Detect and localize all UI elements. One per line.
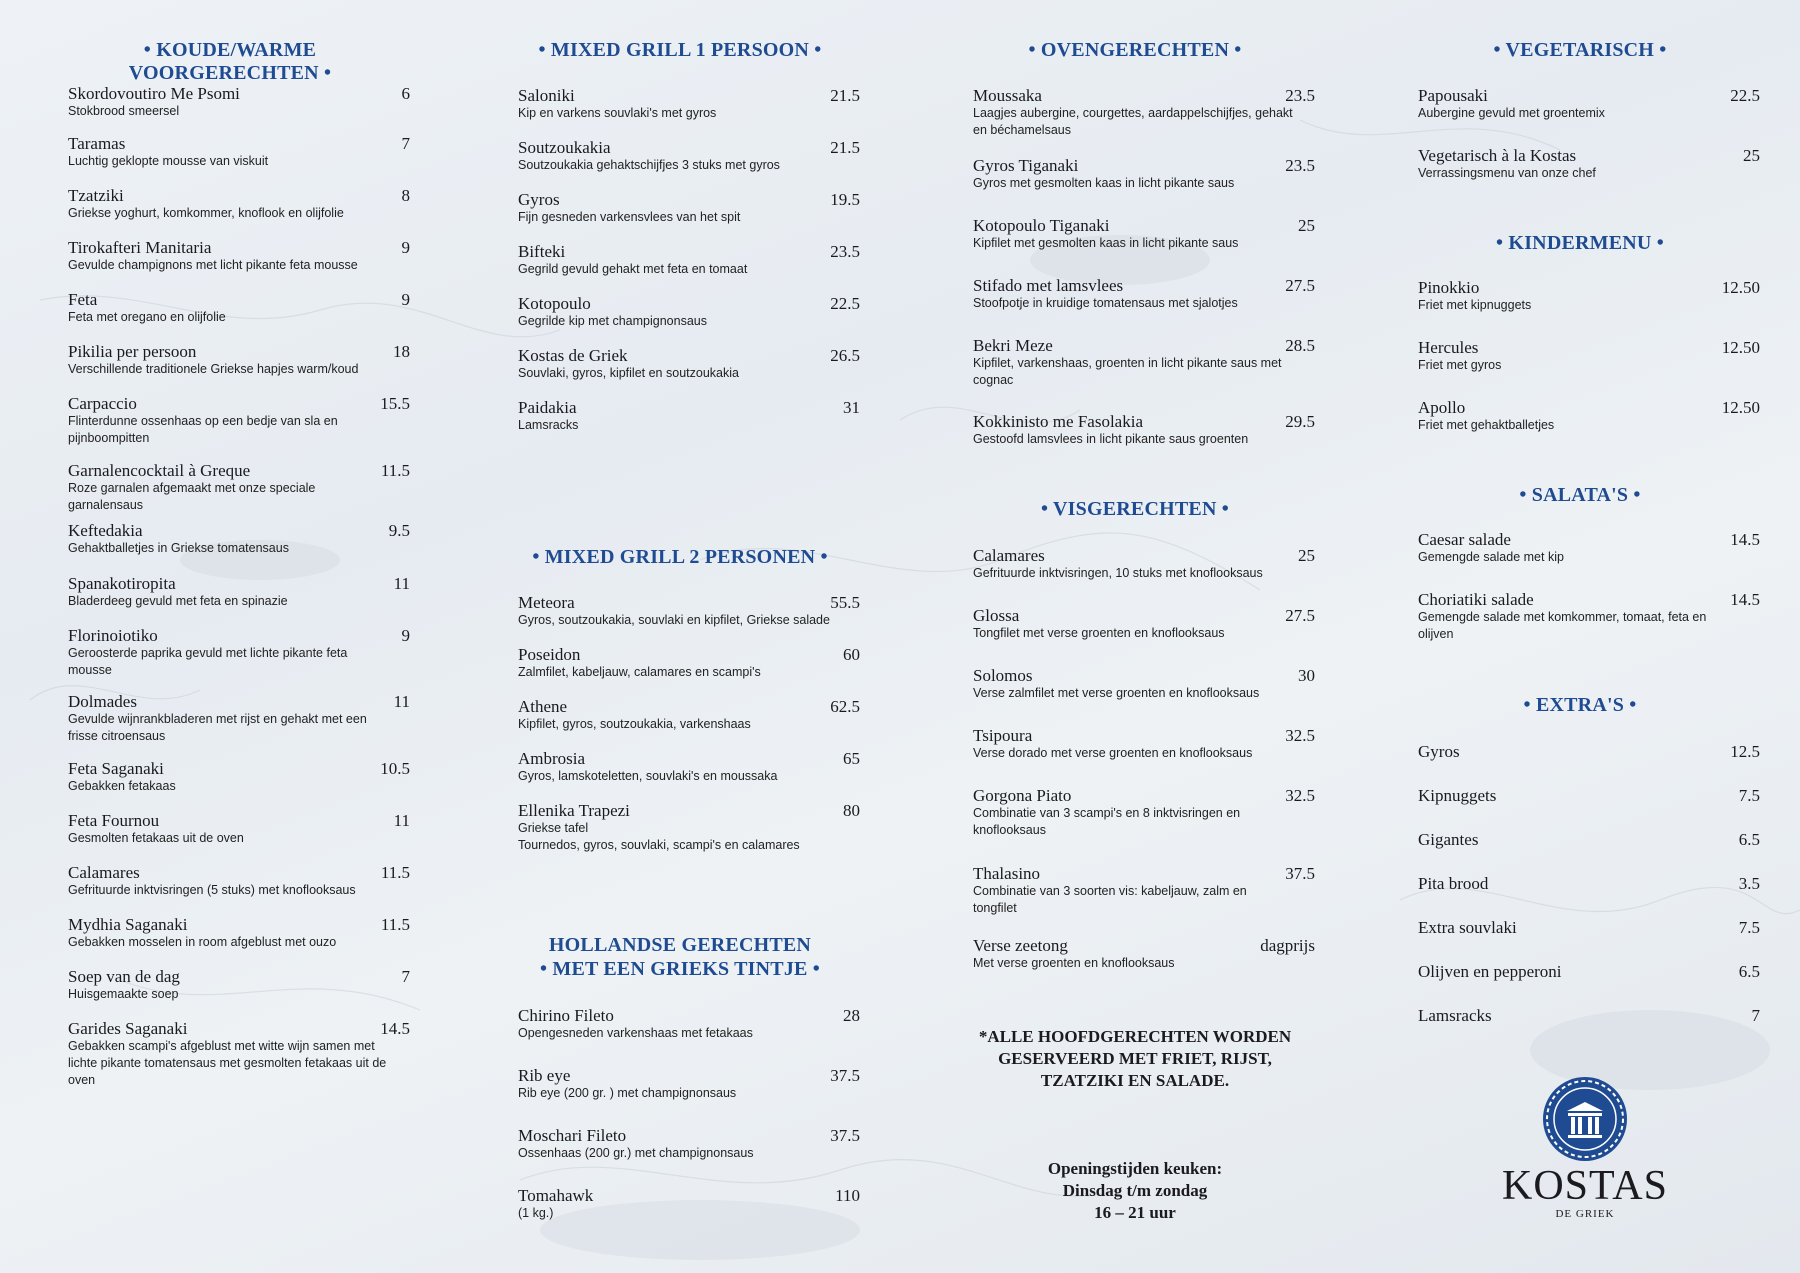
menu-item-name: Apollo [1418, 398, 1466, 417]
menu-item-name: Dolmades [68, 692, 137, 711]
menu-item [973, 864, 1315, 917]
menu-item [518, 645, 860, 681]
menu-item-price: 8 [401, 186, 410, 205]
menu-item-name: Verse zeetong [973, 936, 1068, 955]
menu-item-price: 18 [393, 342, 410, 361]
menu-item-name: Pinokkio [1418, 278, 1480, 297]
menu-item-name: Tzatziki [68, 186, 124, 205]
section-title-hollandse-1: HOLLANDSE GERECHTEN [548, 934, 812, 956]
menu-item [518, 1126, 860, 1162]
menu-item-price: 22.5 [1730, 86, 1760, 105]
menu-item [1418, 918, 1760, 937]
menu-item-description: Gesmolten fetakaas uit de oven [68, 831, 244, 845]
menu-item-description: Gegrilde kip met champignonsaus [518, 314, 707, 328]
menu-item-name: Mydhia Saganaki [68, 915, 188, 934]
menu-item [518, 1006, 860, 1042]
menu-item-name: Calamares [973, 546, 1045, 565]
menu-item-description: Gebakken fetakaas [68, 779, 176, 793]
hours-days: Dinsdag t/m zondag [1062, 1181, 1208, 1200]
menu-item [68, 134, 410, 170]
menu-item-name: Florinoiotiko [68, 626, 158, 645]
section-title-koude: • KOUDE/WARME VOORGERECHTEN • [128, 39, 332, 84]
section-title-extras: • EXTRA'S • [1523, 694, 1637, 716]
menu-item [1418, 590, 1760, 643]
section-title-oven: • OVENGERECHTEN • [1028, 39, 1242, 61]
menu-item-name: Solomos [973, 666, 1033, 685]
menu-item-name: Spanakotiropita [68, 574, 176, 593]
menu-item-description: Gefrituurde inktvisringen (5 stuks) met knoflooksaus [68, 883, 356, 897]
menu-item-name: Lamsracks [1418, 1006, 1492, 1025]
menu-item-price: 32.5 [1285, 786, 1315, 805]
menu-item-name: Bifteki [518, 242, 566, 261]
menu-item [518, 294, 860, 330]
menu-item-description: Verse zalmfilet met verse groenten en knoflooksaus [973, 686, 1260, 700]
menu-item-description: Opengesneden varkenshaas met fetakaas [518, 1026, 753, 1040]
menu-item-description: Kip en varkens souvlaki's met gyros [518, 106, 717, 120]
menu-item [973, 546, 1315, 582]
logo-name: KOSTAS [1501, 1163, 1668, 1209]
menu-item-price: 3.5 [1738, 874, 1760, 893]
menu-item-price: 32.5 [1285, 726, 1315, 745]
section-title-salata: • SALATA'S • [1519, 484, 1641, 506]
menu-item-name: Carpaccio [68, 394, 137, 413]
menu-item-name: Kostas de Griek [518, 346, 628, 365]
menu-item [518, 242, 860, 278]
menu-item-description: Friet met kipnuggets [1418, 298, 1532, 312]
menu-item [68, 461, 410, 514]
menu-item [973, 276, 1315, 312]
menu-item-name: Rib eye [518, 1066, 571, 1085]
menu-item [1418, 338, 1760, 374]
menu-item-name: Pikilia per persoon [68, 342, 197, 361]
menu-item-price: 12.50 [1721, 278, 1760, 297]
menu-item-price: 29.5 [1285, 412, 1315, 431]
menu-item-price: 11 [393, 811, 410, 830]
menu-item-price: 27.5 [1285, 606, 1315, 625]
menu-item [1418, 86, 1760, 122]
menu-item-price: 9 [401, 290, 410, 309]
hours-title: Openingstijden keuken: [1047, 1159, 1223, 1178]
menu-item-name: Paidakia [518, 398, 577, 417]
menu-item-description: Rib eye (200 gr. ) met champignonsaus [518, 1086, 737, 1100]
menu-item-description: Flinterdunne ossenhaas op een bedje van sla en pijnboompitten [68, 414, 338, 445]
menu-item-price: 14.5 [1730, 530, 1760, 549]
menu-item-description: Verrassingsmenu van onze chef [1418, 166, 1596, 180]
menu-item [68, 1019, 410, 1089]
menu-item-description: Gestoofd lamsvlees in licht pikante saus groenten [973, 432, 1249, 446]
menu-item-price: dagprijs [1260, 936, 1315, 955]
menu-item-price: 6 [401, 84, 410, 103]
menu-item-description: Verse dorado met verse groenten en knoflooksaus [973, 746, 1253, 760]
menu-item-price: 21.5 [830, 86, 860, 105]
menu-item [973, 936, 1315, 972]
menu-item-description: Friet met gehaktballetjes [1418, 418, 1555, 432]
menu-item [68, 692, 410, 745]
menu-item-name: Bekri Meze [973, 336, 1053, 355]
menu-item-description: Laagjes aubergine, courgettes, aardappelschijfjes, gehakt en béchamelsaus [973, 106, 1293, 137]
logo [1495, 1074, 1675, 1224]
hours-time: 16 – 21 uur [1094, 1203, 1176, 1222]
menu-item-price: 14.5 [1730, 590, 1760, 609]
menu-item-name: Gyros Tiganaki [973, 156, 1079, 175]
menu-item-price: 30 [1298, 666, 1315, 685]
menu-item-description: Gegrild gevuld gehakt met feta en tomaat [518, 262, 748, 276]
menu-item [1418, 962, 1760, 981]
menu-item-price: 110 [835, 1186, 860, 1205]
menu-item [518, 398, 860, 434]
menu-item [1418, 742, 1760, 761]
section-title-vis: • VISGERECHTEN • [1041, 498, 1229, 520]
menu-item-price: 12.5 [1730, 742, 1760, 761]
menu-item [1418, 278, 1760, 314]
menu-item-description: Luchtig geklopte mousse van viskuit [68, 154, 269, 168]
menu-item-name: Hercules [1418, 338, 1479, 357]
menu-item-description: Gevulde champignons met licht pikante feta mousse [68, 258, 358, 272]
section-title-hollandse-2: • MET EEN GRIEKS TINTJE • [539, 958, 820, 980]
section-title-kinder: • KINDERMENU • [1496, 232, 1664, 254]
menu-item-description: Verschillende traditionele Griekse hapjes warm/koud [68, 362, 359, 376]
menu-item [1418, 874, 1760, 893]
menu-item-name: Ellenika Trapezi [518, 801, 630, 820]
menu-item-name: Feta Saganaki [68, 759, 164, 778]
menu-item-description: Huisgemaakte soep [68, 987, 179, 1001]
menu-item-description: Tongfilet met verse groenten en knoflooksaus [973, 626, 1225, 640]
menu-item [973, 726, 1315, 762]
menu-item [973, 156, 1315, 192]
menu-item [973, 216, 1315, 252]
menu-item-name: Meteora [518, 593, 575, 612]
menu-item-name: Kotopoulo [518, 294, 591, 313]
menu-item [973, 86, 1315, 139]
menu-item [973, 666, 1315, 702]
menu-item-description: (1 kg.) [518, 1206, 554, 1220]
menu-item-description: Aubergine gevuld met groentemix [1418, 106, 1605, 120]
menu-item [68, 521, 410, 557]
menu-item-name: Gyros [518, 190, 560, 209]
menu-item-price: 14.5 [380, 1019, 410, 1038]
menu-item-name: Extra souvlaki [1418, 918, 1517, 937]
menu-item [68, 394, 410, 447]
menu-item-name: Kotopoulo Tiganaki [973, 216, 1110, 235]
menu-item-price: 9.5 [388, 521, 410, 540]
menu-item [518, 749, 860, 785]
menu-item-description: Gyros, soutzoukakia, souvlaki en kipfilet, Griekse salade [518, 613, 830, 627]
menu-item-price: 12.50 [1721, 398, 1760, 417]
menu-item [973, 412, 1315, 448]
menu-item-name: Kipnuggets [1418, 786, 1497, 805]
menu-item [68, 342, 410, 378]
menu-item-price: 23.5 [1285, 86, 1315, 105]
menu-item [518, 138, 860, 174]
menu-item-price: 11 [393, 574, 410, 593]
section-title-vega: • VEGETARISCH • [1493, 39, 1667, 61]
menu-item [518, 1186, 860, 1222]
menu-item [1418, 830, 1760, 849]
menu-item-name: Tirokafteri Manitaria [68, 238, 212, 257]
menu-item-price: 11 [393, 692, 410, 711]
menu-item-description: Gemengde salade met kip [1418, 550, 1564, 564]
menu-item-price: 15.5 [380, 394, 410, 413]
menu-item-name: Stifado met lamsvlees [973, 276, 1124, 295]
menu-item [68, 811, 410, 847]
menu-item-price: 37.5 [830, 1126, 860, 1145]
menu-item [1418, 530, 1760, 566]
menu-item-description: Gefrituurde inktvisringen, 10 stuks met knoflooksaus [973, 566, 1263, 580]
menu-item-name: Feta [68, 290, 98, 309]
menu-item-name: Caesar salade [1418, 530, 1511, 549]
menu-item-name: Keftedakia [68, 521, 143, 540]
menu-item-name: Calamares [68, 863, 140, 882]
menu-item [1418, 146, 1760, 182]
menu-item [68, 967, 410, 1003]
menu-item-price: 10.5 [380, 759, 410, 778]
menu-item [518, 346, 860, 382]
menu-item-name: Taramas [68, 134, 126, 153]
menu-item-description: Lamsracks [518, 418, 579, 432]
menu-item-description: Stokbrood smeersel [68, 104, 180, 118]
menu-item-description: Fijn gesneden varkensvlees van het spit [518, 210, 741, 224]
menu-item-description: Griekse tafel Tournedos, gyros, souvlaki, scampi's en calamares [518, 821, 800, 852]
menu-item-price: 7.5 [1738, 918, 1760, 937]
menu-item-description: Souvlaki, gyros, kipfilet en soutzoukakia [518, 366, 739, 380]
menu-item-description: Met verse groenten en knoflooksaus [973, 956, 1175, 970]
menu-item [1418, 786, 1760, 805]
menu-item-name: Papousaki [1418, 86, 1488, 105]
menu-item [973, 606, 1315, 642]
menu-item-name: Vegetarisch à la Kostas [1418, 146, 1577, 165]
menu-item-price: 23.5 [830, 242, 860, 261]
menu-item [518, 593, 860, 629]
menu-item-name: Tomahawk [518, 1186, 594, 1205]
menu-item-price: 25 [1298, 216, 1315, 235]
menu-item-description: Zalmfilet, kabeljauw, calamares en scampi's [518, 665, 761, 679]
menu-item-price: 28.5 [1285, 336, 1315, 355]
menu-item [68, 574, 410, 610]
menu-item-description: Gemengde salade met komkommer, tomaat, feta en olijven [1418, 610, 1707, 641]
menu-item [518, 190, 860, 226]
menu-item-name: Saloniki [518, 86, 575, 105]
menu-item [68, 186, 410, 222]
logo-tagline: DE GRIEK [1555, 1208, 1615, 1220]
menu-item-name: Garides Saganaki [68, 1019, 188, 1038]
menu-item-price: 23.5 [1285, 156, 1315, 175]
menu-item-price: 60 [843, 645, 860, 664]
menu-item-price: 31 [843, 398, 860, 417]
menu-item [68, 626, 410, 679]
menu-item [68, 759, 410, 795]
menu-item-description: Friet met gyros [1418, 358, 1502, 372]
menu-item [68, 290, 410, 326]
menu-item-price: 7 [401, 967, 410, 986]
menu-item-price: 9 [401, 626, 410, 645]
menu-item-price: 65 [843, 749, 860, 768]
menu-item-name: Kokkinisto me Fasolakia [973, 412, 1143, 431]
menu-item [518, 86, 860, 122]
menu-item-name: Gyros [1418, 742, 1460, 761]
menu-item-price: 11.5 [380, 461, 410, 480]
menu-item-name: Chirino Fileto [518, 1006, 614, 1025]
menu-item-name: Moussaka [973, 86, 1042, 105]
menu-item [68, 238, 410, 274]
menu-item-price: 22.5 [830, 294, 860, 313]
menu-item-description: Roze garnalen afgemaakt met onze speciale garnalensaus [68, 481, 316, 512]
menu-item-description: Gevulde wijnrankbladeren met rijst en gehakt met een frisse citroensaus [68, 712, 367, 743]
menu-item-description: Kipfilet, gyros, soutzoukakia, varkenshaas [518, 717, 751, 731]
menu-item-price: 25 [1743, 146, 1760, 165]
menu-item-description: Griekse yoghurt, komkommer, knoflook en olijfolie [68, 206, 344, 220]
menu-item-price: 25 [1298, 546, 1315, 565]
menu-item-price: 62.5 [830, 697, 860, 716]
menu-item-description: Gebakken mosselen in room afgeblust met ouzo [68, 935, 337, 949]
section-title-grill2: • MIXED GRILL 2 PERSONEN • [532, 546, 828, 568]
menu-item-name: Olijven en pepperoni [1418, 962, 1562, 981]
menu-item-price: 37.5 [830, 1066, 860, 1085]
menu-item [518, 801, 860, 854]
menu-item-price: 7 [1751, 1006, 1760, 1025]
menu-item-name: Poseidon [518, 645, 581, 664]
menu-item-price: 37.5 [1285, 864, 1315, 883]
menu-item-price: 7 [401, 134, 410, 153]
menu-item-description: Feta met oregano en olijfolie [68, 310, 226, 324]
menu-item-price: 12.50 [1721, 338, 1760, 357]
greek-temple-emblem-icon [1540, 1074, 1630, 1164]
menu-item [973, 786, 1315, 839]
menu-item-description: Gehaktballetjes in Griekse tomatensaus [68, 541, 289, 555]
menu-item-price: 55.5 [830, 593, 860, 612]
menu-item-price: 7.5 [1738, 786, 1760, 805]
menu-item-price: 11.5 [380, 915, 410, 934]
menu-item-name: Glossa [973, 606, 1020, 625]
menu-item-name: Gigantes [1418, 830, 1479, 849]
menu-item [68, 84, 410, 120]
menu-item-name: Skordovoutiro Me Psomi [68, 84, 240, 103]
menu-item-description: Soutzoukakia gehaktschijfjes 3 stuks met gyros [518, 158, 780, 172]
menu-item-description: Gyros, lamskoteletten, souvlaki's en moussaka [518, 769, 778, 783]
menu-item-description: Stoofpotje in kruidige tomatensaus met sjalotjes [973, 296, 1238, 310]
menu-item-price: 19.5 [830, 190, 860, 209]
menu-item-description: Combinatie van 3 soorten vis: kabeljauw, zalm en tongfilet [973, 884, 1247, 915]
menu-item-name: Gorgona Piato [973, 786, 1072, 805]
menu-item-price: 28 [843, 1006, 860, 1025]
menu-item-name: Athene [518, 697, 568, 716]
menu-item-name: Soep van de dag [68, 967, 180, 986]
menu-item-name: Pita brood [1418, 874, 1489, 893]
menu-item-description: Gebakken scampi's afgeblust met witte wijn samen met lichte pikante tomatensaus met gesmolten fetakaas uit de oven [68, 1039, 387, 1087]
menu-item-description: Gyros met gesmolten kaas in licht pikante saus [973, 176, 1235, 190]
menu-item-name: Moschari Fileto [518, 1126, 627, 1145]
menu-item-price: 11.5 [380, 863, 410, 882]
menu-item-description: Kipfilet met gesmolten kaas in licht pikante saus [973, 236, 1239, 250]
menu-item-name: Thalasino [973, 864, 1041, 883]
menu-item-name: Tsipoura [973, 726, 1033, 745]
menu-item-price: 9 [401, 238, 410, 257]
menu-item [68, 863, 410, 899]
section-title-grill1: • MIXED GRILL 1 PERSOON • [538, 39, 822, 61]
menu-item [1418, 398, 1760, 434]
menu-item [518, 697, 860, 733]
menu-item-name: Choriatiki salade [1418, 590, 1534, 609]
menu-item-price: 26.5 [830, 346, 860, 365]
menu-item-price: 80 [843, 801, 860, 820]
menu-item [518, 1066, 860, 1102]
menu-item-price: 27.5 [1285, 276, 1315, 295]
menu-item-description: Bladerdeeg gevuld met feta en spinazie [68, 594, 288, 608]
menu-item-name: Garnalencocktail à Greque [68, 461, 251, 480]
menu-item-description: Geroosterde paprika gevuld met lichte pikante feta mousse [68, 646, 348, 677]
menu-item [68, 915, 410, 951]
menu-item [1418, 1006, 1760, 1025]
menu-item [973, 336, 1315, 389]
menu-item-name: Ambrosia [518, 749, 586, 768]
menu-item-name: Soutzoukakia [518, 138, 611, 157]
menu-item-description: Ossenhaas (200 gr.) met champignonsaus [518, 1146, 754, 1160]
menu-item-name: Feta Fournou [68, 811, 160, 830]
menu-item-price: 6.5 [1738, 830, 1760, 849]
menu-item-description: Combinatie van 3 scampi's en 8 inktvisringen en knoflooksaus [973, 806, 1241, 837]
menu-item-description: Kipfilet, varkenshaas, groenten in licht pikante saus met cognac [973, 356, 1282, 387]
menu-item-price: 6.5 [1738, 962, 1760, 981]
notice-text: *ALLE HOOFDGERECHTEN WORDEN GESERVEERD MET FRIET, RIJST, TZATZIKI EN SALADE. [978, 1027, 1292, 1090]
menu-item-price: 21.5 [830, 138, 860, 157]
